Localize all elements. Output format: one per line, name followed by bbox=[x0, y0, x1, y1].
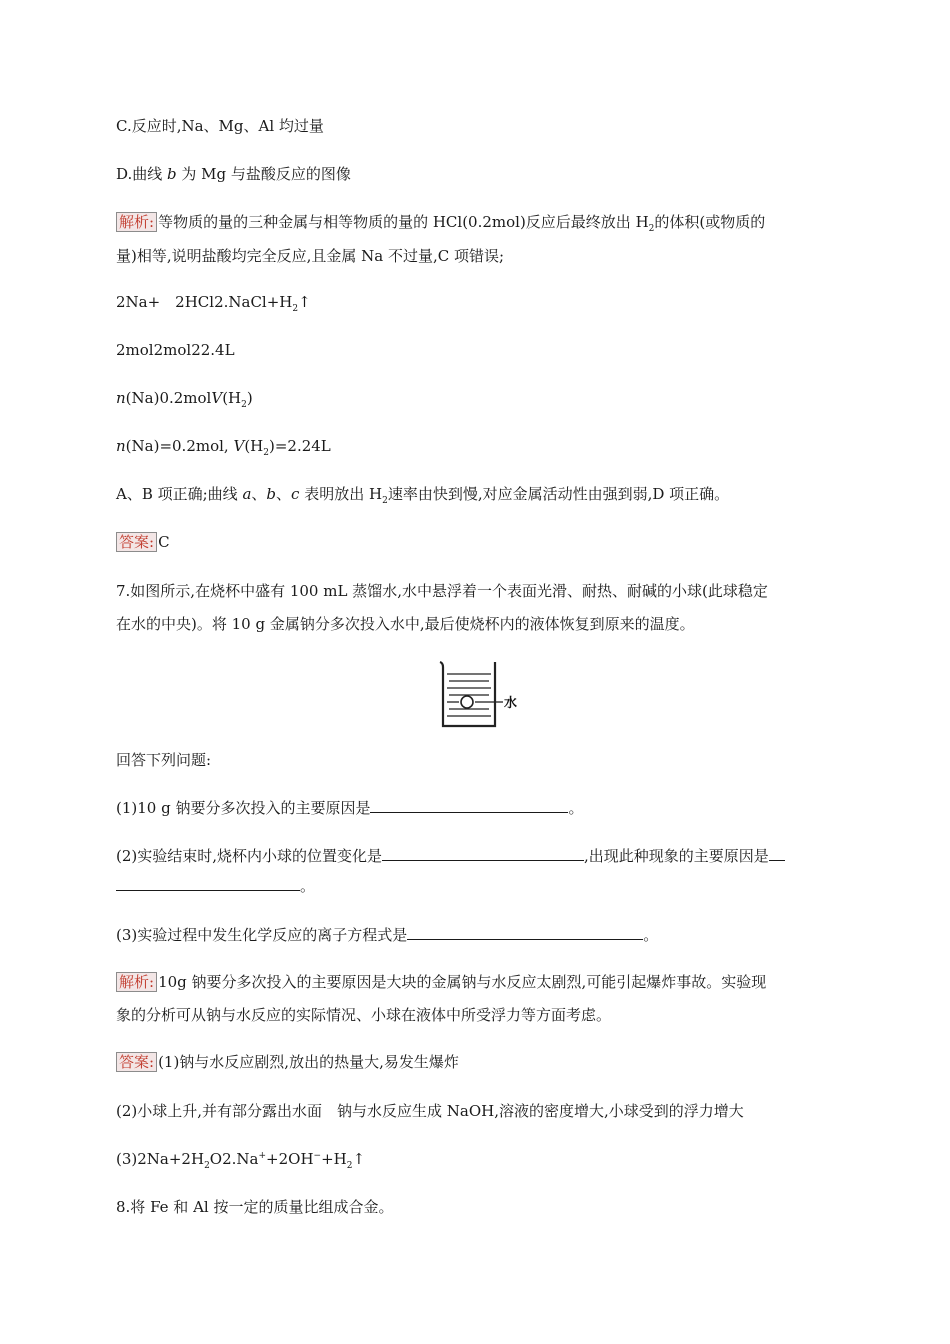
beaker-figure bbox=[437, 660, 523, 730]
answer-blank-3-cont[interactable] bbox=[116, 876, 300, 891]
q6-analysis-line-2: 量)相等,说明盐酸均完全反应,且金属 Na 不过量,C 项错误; bbox=[116, 247, 505, 265]
equation-1: 2Na+ $2HCl2.NaCl+H_2↑$ bbox=[116, 293, 311, 314]
q6-answer: 答案: C bbox=[116, 532, 170, 552]
answer-blank-2[interactable] bbox=[382, 846, 584, 861]
q6-analysis-line-1: 解析: 等物质的量的三种金属与相等物质的量的 HCl(0.2mol)反应后最终放出 $H_2$的体积(或物质的 bbox=[116, 212, 765, 232]
equation-3: $n(Na)0.2molV(H_2)$ bbox=[116, 389, 253, 410]
q6-conclusion: A、B 项正确;曲线 a、b、c 表明放出 $H_2$速率由快到慢,对应金属活动性由强到弱,D 项正确。 bbox=[116, 485, 730, 506]
answer-blank-4[interactable] bbox=[407, 925, 643, 940]
q7-part-2: (2)实验结束时,烧杯内小球的位置变化是 ,出现此种现象的主要原因是 bbox=[116, 846, 785, 866]
q8-stem: 8.将 Fe 和 Al 按一定的质量比组成合金。 bbox=[116, 1198, 394, 1216]
answer-blank-3[interactable] bbox=[769, 846, 785, 861]
q7-answer-3: $(3)2Na+2H_2O2.Na^++2OH^-+H_2↑$ bbox=[116, 1150, 366, 1171]
answer-label: 答案: bbox=[116, 1052, 157, 1072]
q7-stem-line-2: 在水的中央)。将 10 g 金属钠分多次投入水中,最后使烧杯内的液体恢复到原来的温度。 bbox=[116, 615, 695, 633]
q7-part-3: (3)实验过程中发生化学反应的离子方程式是 。 bbox=[116, 926, 659, 944]
q7-analysis-line-2: 象的分析可从钠与水反应的实际情况、小球在液体中所受浮力等方面考虑。 bbox=[116, 1006, 612, 1024]
answer-blank-1[interactable] bbox=[370, 798, 568, 813]
option-d: D.曲线 b 为 Mg 与盐酸反应的图像 bbox=[116, 165, 351, 183]
ball bbox=[461, 696, 473, 708]
answer-label: 答案: bbox=[116, 532, 157, 552]
equation-2: 2mol2mol22.4L bbox=[116, 341, 235, 359]
q7-analysis-line-1: 解析: 10g 钠要分多次投入的主要原因是大块的金属钠与水反应太剧烈,可能引起爆炸事故。实验现 bbox=[116, 972, 766, 992]
equation-4: n(Na)=0.2mol, $V(H_2)=2.24L$ bbox=[116, 437, 331, 458]
q7-answer-2: (2)小球上升,并有部分露出水面 钠与水反应生成 NaOH,溶液的密度增大,小球受到的浮力增大 bbox=[116, 1102, 744, 1120]
analysis-label: 解析: bbox=[116, 972, 157, 992]
water-label: 水 bbox=[504, 696, 518, 711]
q7-part-2-cont: 。 bbox=[116, 876, 315, 896]
q7-part-1: (1)10 g 钠要分多次投入的主要原因是 。 bbox=[116, 799, 584, 817]
option-c: C.反应时,Na、Mg、Al 均过量 bbox=[116, 117, 324, 135]
q7-answer-1: 答案: (1)钠与水反应剧烈,放出的热量大,易发生爆炸 bbox=[116, 1052, 459, 1072]
q7-prompt: 回答下列问题: bbox=[116, 751, 212, 769]
analysis-label: 解析: bbox=[116, 212, 157, 232]
q7-stem-line-1: 7.如图所示,在烧杯中盛有 100 mL 蒸馏水,水中悬浮着一个表面光滑、耐热、耐碱的小球(此球稳定 bbox=[116, 582, 768, 600]
